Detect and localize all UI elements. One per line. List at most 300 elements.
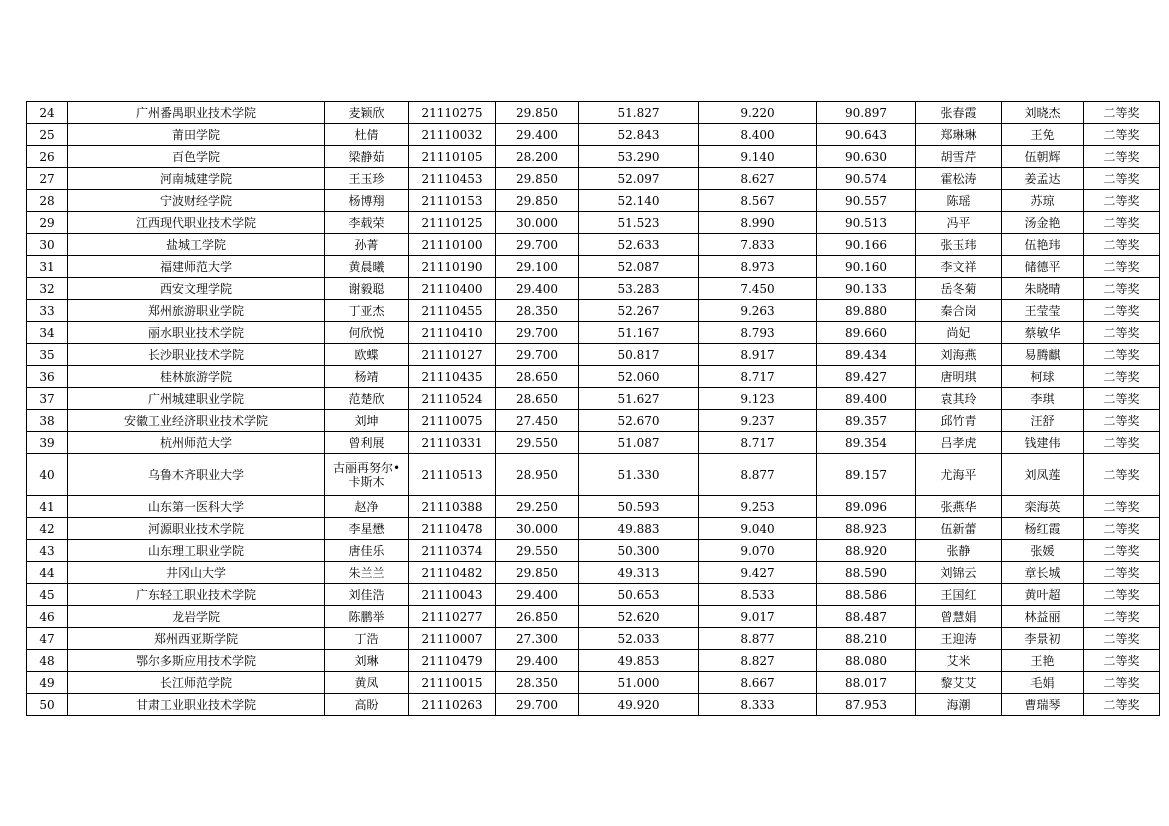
name-cell: 杨靖 [325,366,409,388]
teacher2-cell: 苏琼 [1002,190,1084,212]
total-score-cell: 89.434 [817,344,916,366]
score2-cell: 49.853 [579,650,699,672]
school-cell: 广州番禺职业技术学院 [68,102,325,124]
score3-cell: 8.400 [699,124,817,146]
school-cell: 丽水职业技术学院 [68,322,325,344]
score2-cell: 53.290 [579,146,699,168]
award-cell: 二等奖 [1084,518,1160,540]
school-cell: 长沙职业技术学院 [68,344,325,366]
id-cell: 21110410 [409,322,496,344]
rank-cell: 35 [27,344,68,366]
rank-cell: 49 [27,672,68,694]
id-cell: 21110331 [409,432,496,454]
table-row [27,234,1160,256]
teacher1-cell: 张燕华 [916,496,1002,518]
total-score-cell: 90.897 [817,102,916,124]
name-cell: 孙菁 [325,234,409,256]
score1-cell: 29.700 [496,344,579,366]
teacher1-cell: 郑琳琳 [916,124,1002,146]
rank-cell: 29 [27,212,68,234]
teacher1-cell: 吕孝虎 [916,432,1002,454]
school-cell: 福建师范大学 [68,256,325,278]
score1-cell: 28.650 [496,388,579,410]
rank-cell: 50 [27,694,68,716]
id-cell: 21110277 [409,606,496,628]
score1-cell: 29.550 [496,540,579,562]
award-cell: 二等奖 [1084,410,1160,432]
id-cell: 21110388 [409,496,496,518]
id-cell: 21110374 [409,540,496,562]
score1-cell: 28.650 [496,366,579,388]
rank-cell: 40 [27,454,68,496]
name-cell: 丁亚杰 [325,300,409,322]
name-cell: 黄凤 [325,672,409,694]
name-cell: 何欣悦 [325,322,409,344]
teacher1-cell: 伍新蕾 [916,518,1002,540]
award-cell: 二等奖 [1084,102,1160,124]
id-cell: 21110513 [409,454,496,496]
score2-cell: 52.140 [579,190,699,212]
name-cell: 王玉珍 [325,168,409,190]
total-score-cell: 89.400 [817,388,916,410]
rank-cell: 36 [27,366,68,388]
teacher2-cell: 栾海英 [1002,496,1084,518]
name-cell: 李载荣 [325,212,409,234]
award-cell: 二等奖 [1084,300,1160,322]
score3-cell: 8.627 [699,168,817,190]
score2-cell: 52.033 [579,628,699,650]
total-score-cell: 89.096 [817,496,916,518]
award-cell: 二等奖 [1084,234,1160,256]
table-row [27,672,1160,694]
award-cell: 二等奖 [1084,344,1160,366]
rank-cell: 43 [27,540,68,562]
table-row [27,168,1160,190]
teacher1-cell: 曾慧娟 [916,606,1002,628]
award-cell: 二等奖 [1084,432,1160,454]
school-cell: 百色学院 [68,146,325,168]
teacher2-cell: 姜孟达 [1002,168,1084,190]
award-cell: 二等奖 [1084,322,1160,344]
score2-cell: 51.330 [579,454,699,496]
total-score-cell: 89.357 [817,410,916,432]
id-cell: 21110482 [409,562,496,584]
table-row [27,410,1160,432]
id-cell: 21110455 [409,300,496,322]
table-row [27,300,1160,322]
table-row [27,496,1160,518]
score2-cell: 52.087 [579,256,699,278]
score3-cell: 8.973 [699,256,817,278]
total-score-cell: 90.133 [817,278,916,300]
teacher2-cell: 蔡敏华 [1002,322,1084,344]
rank-cell: 48 [27,650,68,672]
score3-cell: 9.237 [699,410,817,432]
teacher2-cell: 朱晓晴 [1002,278,1084,300]
school-cell: 井冈山大学 [68,562,325,584]
id-cell: 21110127 [409,344,496,366]
score3-cell: 9.040 [699,518,817,540]
total-score-cell: 88.017 [817,672,916,694]
teacher2-cell: 伍朝辉 [1002,146,1084,168]
name-cell: 刘佳浩 [325,584,409,606]
table-row [27,432,1160,454]
teacher2-cell: 李琪 [1002,388,1084,410]
school-cell: 山东理工职业学院 [68,540,325,562]
teacher2-cell: 黄叶超 [1002,584,1084,606]
total-score-cell: 87.953 [817,694,916,716]
score1-cell: 28.950 [496,454,579,496]
score2-cell: 52.633 [579,234,699,256]
table-row [27,212,1160,234]
school-cell: 广东轻工职业技术学院 [68,584,325,606]
id-cell: 21110190 [409,256,496,278]
name-cell: 高盼 [325,694,409,716]
score3-cell: 8.877 [699,628,817,650]
score1-cell: 30.000 [496,518,579,540]
score2-cell: 52.097 [579,168,699,190]
rank-cell: 33 [27,300,68,322]
name-cell: 黄晨曦 [325,256,409,278]
score3-cell: 7.833 [699,234,817,256]
teacher2-cell: 毛娟 [1002,672,1084,694]
award-cell: 二等奖 [1084,190,1160,212]
teacher2-cell: 林益丽 [1002,606,1084,628]
teacher2-cell: 储德平 [1002,256,1084,278]
school-cell: 西安文理学院 [68,278,325,300]
rank-cell: 31 [27,256,68,278]
total-score-cell: 89.157 [817,454,916,496]
award-cell: 二等奖 [1084,628,1160,650]
teacher2-cell: 杨红霞 [1002,518,1084,540]
teacher2-cell: 李景初 [1002,628,1084,650]
score1-cell: 29.400 [496,278,579,300]
id-cell: 21110032 [409,124,496,146]
teacher2-cell: 张媛 [1002,540,1084,562]
score1-cell: 29.850 [496,102,579,124]
score1-cell: 29.400 [496,584,579,606]
school-cell: 桂林旅游学院 [68,366,325,388]
score2-cell: 51.827 [579,102,699,124]
score2-cell: 52.060 [579,366,699,388]
id-cell: 21110524 [409,388,496,410]
score1-cell: 27.300 [496,628,579,650]
rank-cell: 44 [27,562,68,584]
rank-cell: 38 [27,410,68,432]
teacher1-cell: 海潮 [916,694,1002,716]
score2-cell: 51.627 [579,388,699,410]
teacher1-cell: 尤海平 [916,454,1002,496]
score3-cell: 8.793 [699,322,817,344]
id-cell: 21110153 [409,190,496,212]
teacher2-cell: 章长城 [1002,562,1084,584]
rank-cell: 26 [27,146,68,168]
name-cell: 朱兰兰 [325,562,409,584]
school-cell: 长江师范学院 [68,672,325,694]
teacher2-cell: 钱建伟 [1002,432,1084,454]
teacher1-cell: 唐明琪 [916,366,1002,388]
table-row [27,454,1160,496]
school-cell: 江西现代职业技术学院 [68,212,325,234]
total-score-cell: 88.487 [817,606,916,628]
score2-cell: 51.000 [579,672,699,694]
award-cell: 二等奖 [1084,694,1160,716]
award-cell: 二等奖 [1084,256,1160,278]
score3-cell: 8.917 [699,344,817,366]
total-score-cell: 88.210 [817,628,916,650]
school-cell: 盐城工学院 [68,234,325,256]
award-cell: 二等奖 [1084,278,1160,300]
table-row [27,650,1160,672]
id-cell: 21110263 [409,694,496,716]
table-row [27,606,1160,628]
rank-cell: 47 [27,628,68,650]
score3-cell: 9.263 [699,300,817,322]
score2-cell: 50.300 [579,540,699,562]
score3-cell: 8.717 [699,366,817,388]
name-cell: 曾利展 [325,432,409,454]
score2-cell: 50.817 [579,344,699,366]
table-row [27,278,1160,300]
table-row [27,146,1160,168]
teacher1-cell: 霍松涛 [916,168,1002,190]
award-cell: 二等奖 [1084,388,1160,410]
score2-cell: 49.883 [579,518,699,540]
table-row [27,102,1160,124]
rank-cell: 34 [27,322,68,344]
results-table [26,101,1160,716]
total-score-cell: 88.923 [817,518,916,540]
score1-cell: 26.850 [496,606,579,628]
score2-cell: 51.523 [579,212,699,234]
teacher1-cell: 秦合岗 [916,300,1002,322]
total-score-cell: 88.586 [817,584,916,606]
name-cell: 谢毅聪 [325,278,409,300]
teacher1-cell: 刘海燕 [916,344,1002,366]
teacher2-cell: 柯球 [1002,366,1084,388]
table-row [27,124,1160,146]
id-cell: 21110075 [409,410,496,432]
score1-cell: 29.850 [496,168,579,190]
award-cell: 二等奖 [1084,168,1160,190]
table-row [27,518,1160,540]
teacher2-cell: 王艳 [1002,650,1084,672]
score2-cell: 53.283 [579,278,699,300]
name-cell: 唐佳乐 [325,540,409,562]
teacher1-cell: 陈瑶 [916,190,1002,212]
teacher2-cell: 王免 [1002,124,1084,146]
school-cell: 郑州西亚斯学院 [68,628,325,650]
score3-cell: 9.220 [699,102,817,124]
score2-cell: 51.167 [579,322,699,344]
name-cell: 杜倩 [325,124,409,146]
score3-cell: 8.533 [699,584,817,606]
score3-cell: 9.427 [699,562,817,584]
id-cell: 21110015 [409,672,496,694]
teacher1-cell: 张春霞 [916,102,1002,124]
name-cell: 梁静茹 [325,146,409,168]
name-cell: 欧蝶 [325,344,409,366]
school-cell: 郑州旅游职业学院 [68,300,325,322]
teacher2-cell: 汤金艳 [1002,212,1084,234]
award-cell: 二等奖 [1084,496,1160,518]
rank-cell: 46 [27,606,68,628]
teacher1-cell: 黎艾艾 [916,672,1002,694]
total-score-cell: 90.166 [817,234,916,256]
score3-cell: 8.667 [699,672,817,694]
table-row [27,694,1160,716]
rank-cell: 39 [27,432,68,454]
school-cell: 河南城建学院 [68,168,325,190]
score1-cell: 29.400 [496,124,579,146]
rank-cell: 30 [27,234,68,256]
id-cell: 21110435 [409,366,496,388]
score1-cell: 29.400 [496,650,579,672]
id-cell: 21110275 [409,102,496,124]
score2-cell: 52.267 [579,300,699,322]
score3-cell: 8.717 [699,432,817,454]
total-score-cell: 89.660 [817,322,916,344]
score1-cell: 29.850 [496,562,579,584]
school-cell: 广州城建职业学院 [68,388,325,410]
id-cell: 21110007 [409,628,496,650]
teacher1-cell: 张静 [916,540,1002,562]
score3-cell: 8.990 [699,212,817,234]
name-cell: 麦颖欣 [325,102,409,124]
id-cell: 21110125 [409,212,496,234]
award-cell: 二等奖 [1084,562,1160,584]
teacher1-cell: 冯平 [916,212,1002,234]
rank-cell: 37 [27,388,68,410]
score2-cell: 52.620 [579,606,699,628]
score3-cell: 9.253 [699,496,817,518]
total-score-cell: 90.513 [817,212,916,234]
table-row [27,190,1160,212]
teacher2-cell: 曹瑞琴 [1002,694,1084,716]
score1-cell: 29.700 [496,694,579,716]
score3-cell: 8.827 [699,650,817,672]
score1-cell: 28.350 [496,300,579,322]
teacher1-cell: 艾米 [916,650,1002,672]
name-cell: 李星懋 [325,518,409,540]
score2-cell: 52.670 [579,410,699,432]
teacher1-cell: 袁其玲 [916,388,1002,410]
award-cell: 二等奖 [1084,540,1160,562]
score3-cell: 8.877 [699,454,817,496]
teacher2-cell: 刘凤莲 [1002,454,1084,496]
total-score-cell: 90.557 [817,190,916,212]
score2-cell: 50.653 [579,584,699,606]
school-cell: 鄂尔多斯应用技术学院 [68,650,325,672]
score3-cell: 9.140 [699,146,817,168]
name-cell: 陈鹏举 [325,606,409,628]
award-cell: 二等奖 [1084,212,1160,234]
id-cell: 21110105 [409,146,496,168]
score1-cell: 29.850 [496,190,579,212]
total-score-cell: 88.080 [817,650,916,672]
award-cell: 二等奖 [1084,606,1160,628]
score2-cell: 50.593 [579,496,699,518]
rank-cell: 24 [27,102,68,124]
school-cell: 甘肃工业职业技术学院 [68,694,325,716]
award-cell: 二等奖 [1084,672,1160,694]
school-cell: 安徽工业经济职业技术学院 [68,410,325,432]
school-cell: 乌鲁木齐职业大学 [68,454,325,496]
table-row [27,344,1160,366]
score1-cell: 29.100 [496,256,579,278]
name-cell: 刘琳 [325,650,409,672]
total-score-cell: 90.160 [817,256,916,278]
score2-cell: 51.087 [579,432,699,454]
score3-cell: 8.333 [699,694,817,716]
total-score-cell: 90.643 [817,124,916,146]
teacher1-cell: 李文祥 [916,256,1002,278]
rank-cell: 28 [27,190,68,212]
score3-cell: 7.450 [699,278,817,300]
school-cell: 宁波财经学院 [68,190,325,212]
rank-cell: 45 [27,584,68,606]
id-cell: 21110100 [409,234,496,256]
teacher2-cell: 易腾麒 [1002,344,1084,366]
score3-cell: 9.017 [699,606,817,628]
table-row [27,584,1160,606]
total-score-cell: 88.920 [817,540,916,562]
score3-cell: 8.567 [699,190,817,212]
rank-cell: 41 [27,496,68,518]
score3-cell: 9.123 [699,388,817,410]
score1-cell: 28.200 [496,146,579,168]
school-cell: 杭州师范大学 [68,432,325,454]
score1-cell: 29.700 [496,322,579,344]
school-cell: 山东第一医科大学 [68,496,325,518]
rank-cell: 32 [27,278,68,300]
id-cell: 21110479 [409,650,496,672]
table-row [27,540,1160,562]
table-row [27,322,1160,344]
name-cell: 杨博翔 [325,190,409,212]
name-cell: 古丽再努尔•卡斯木 [325,454,409,496]
score2-cell: 49.313 [579,562,699,584]
award-cell: 二等奖 [1084,650,1160,672]
school-cell: 河源职业技术学院 [68,518,325,540]
teacher2-cell: 汪舒 [1002,410,1084,432]
teacher1-cell: 张玉玮 [916,234,1002,256]
score1-cell: 28.350 [496,672,579,694]
total-score-cell: 90.630 [817,146,916,168]
table-row [27,562,1160,584]
score1-cell: 29.700 [496,234,579,256]
teacher2-cell: 刘晓杰 [1002,102,1084,124]
award-cell: 二等奖 [1084,366,1160,388]
id-cell: 21110478 [409,518,496,540]
teacher1-cell: 邱竹青 [916,410,1002,432]
name-cell: 范楚欣 [325,388,409,410]
award-cell: 二等奖 [1084,146,1160,168]
teacher2-cell: 王莹莹 [1002,300,1084,322]
table-row [27,628,1160,650]
teacher1-cell: 王国红 [916,584,1002,606]
award-cell: 二等奖 [1084,454,1160,496]
rank-cell: 25 [27,124,68,146]
score1-cell: 27.450 [496,410,579,432]
id-cell: 21110400 [409,278,496,300]
school-cell: 莆田学院 [68,124,325,146]
score1-cell: 29.550 [496,432,579,454]
teacher1-cell: 岳冬菊 [916,278,1002,300]
score2-cell: 49.920 [579,694,699,716]
rank-cell: 42 [27,518,68,540]
teacher2-cell: 伍艳玮 [1002,234,1084,256]
